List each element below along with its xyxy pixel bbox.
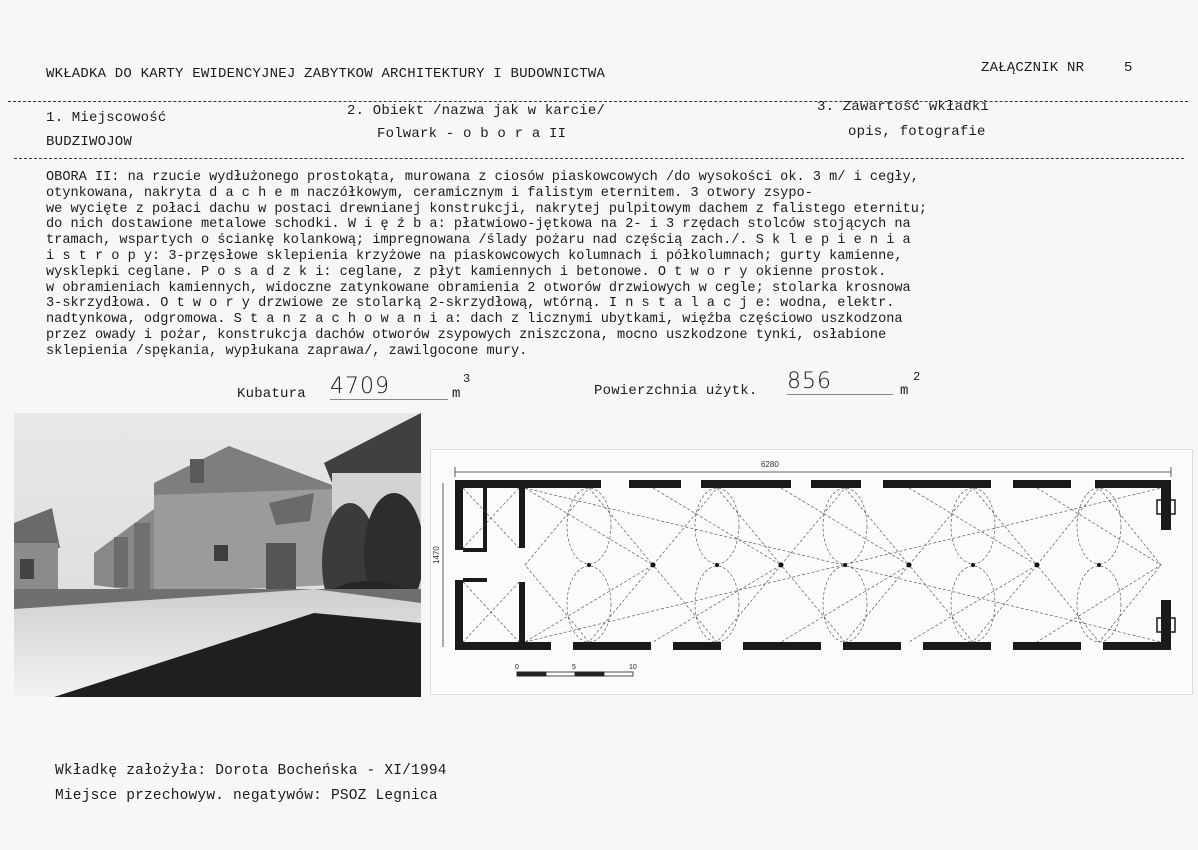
- description-block: [46, 170, 1156, 360]
- area-label: Powierzchnia użytk.: [594, 383, 758, 399]
- description-line: we wycięte z połaci dachu w postaci drewnianej konstrukcji, nakrytej pulpitowym dachem z falistego eternitu;: [46, 201, 928, 217]
- area-exponent: 2: [913, 370, 921, 384]
- description-line: przez owady i pożar, konstrukcja dachów otworów zsypowych zniszczona, mocno uszkodzone tynki, osłabione: [46, 327, 887, 343]
- description-line: otynkowana, nakryta d a c h e m naczółkowym, ceramicznym i falistym eternitem. 3 otwory zsypo-: [46, 185, 813, 201]
- object-label: 2. Obiekt /nazwa jak w karcie/: [347, 103, 606, 119]
- place-value: BUDZIWOJOW: [46, 134, 133, 150]
- card-title: WKŁADKA DO KARTY EWIDENCYJNEJ ZABYTKOW ARCHITEKTURY I BUDOWNICTWA: [46, 66, 606, 82]
- floor-plan-drawing: [431, 450, 1192, 694]
- area-value: 856: [787, 369, 893, 395]
- description-line: wysklepki ceglane. P o s a d z k i: ceglane, z płyt kamiennych i betonowe. O t w o r y okienne prostok.: [46, 264, 887, 280]
- description-line: nadtynkowa, odgromowa. S t a n z a c h o w a n i a: dach z licznymi ubytkami, więźba częściowo uszkodzona: [46, 312, 903, 328]
- description-line: sklepienia /spękania, wypłukana zaprawa/, zawilgocone mury.: [46, 343, 528, 359]
- place-label: 1. Miejscowość: [46, 110, 167, 126]
- area-unit: m: [900, 383, 909, 399]
- attachment-number: 5: [1124, 60, 1133, 76]
- volume-value: 4709: [330, 374, 448, 400]
- plan-width-dimension: 1470: [432, 546, 441, 564]
- floor-plan: [430, 449, 1193, 695]
- object-value: Folwark - o b o r a II: [377, 126, 567, 142]
- volume-unit: m: [452, 386, 461, 402]
- contents-value: opis, fotografie: [848, 124, 986, 140]
- description-line: do nich dostawione metalowe schodki. W i ę ź b a: płatwiowo-jętkowa na 2- i 3 rzędach stolców stojących na: [46, 217, 911, 233]
- header-divider: [8, 101, 1188, 102]
- description-line: tramach, wspartych o ściankę kolankową; impregnowana /ślady pożaru nad częścią zach./. S k l e p i e n i a: [46, 233, 911, 249]
- building-photo: [14, 413, 421, 697]
- description-line: i s t r o p y: 3-przęsłowe sklepienia krzyżowe na piaskowcowych kolumnach i półkolumnach; gurty kamienne,: [46, 248, 903, 264]
- volume-exponent: 3: [463, 372, 471, 386]
- scale-zero: 0: [515, 664, 519, 671]
- fields-divider: [14, 158, 1184, 159]
- description-line: OBORA II: na rzucie wydłużonego prostokąta, murowana z ciosów piaskowcowych /do wysokości ok. 3 m/ i cegły,: [46, 170, 919, 185]
- author-line: Wkładkę założyła: Dorota Bocheńska - XI/1994: [55, 763, 447, 779]
- scale-five: 5: [572, 664, 576, 671]
- scale-ten: 10: [629, 664, 637, 671]
- attachment-label: ZAŁĄCZNIK NR: [981, 60, 1085, 76]
- description-line: w obramieniach kamiennych, widoczne zatynkowane obramienia 2 otworów drzwiowych w cegle; stolarka krosnowa: [46, 280, 911, 296]
- plan-length-dimension: 6280: [761, 460, 779, 469]
- volume-label: Kubatura: [237, 386, 306, 402]
- contents-label: 3. Zawartość wkładki: [817, 99, 990, 115]
- photo-illustration: [14, 413, 421, 697]
- negatives-location-line: Miejsce przechowyw. negatywów: PSOZ Legnica: [55, 788, 438, 804]
- description-line: 3-skrzydłowa. O t w o r y drzwiowe ze stolarką 2-skrzydłową, wtórną. I n s t a l a c j e: wodna, elektr.: [46, 296, 895, 312]
